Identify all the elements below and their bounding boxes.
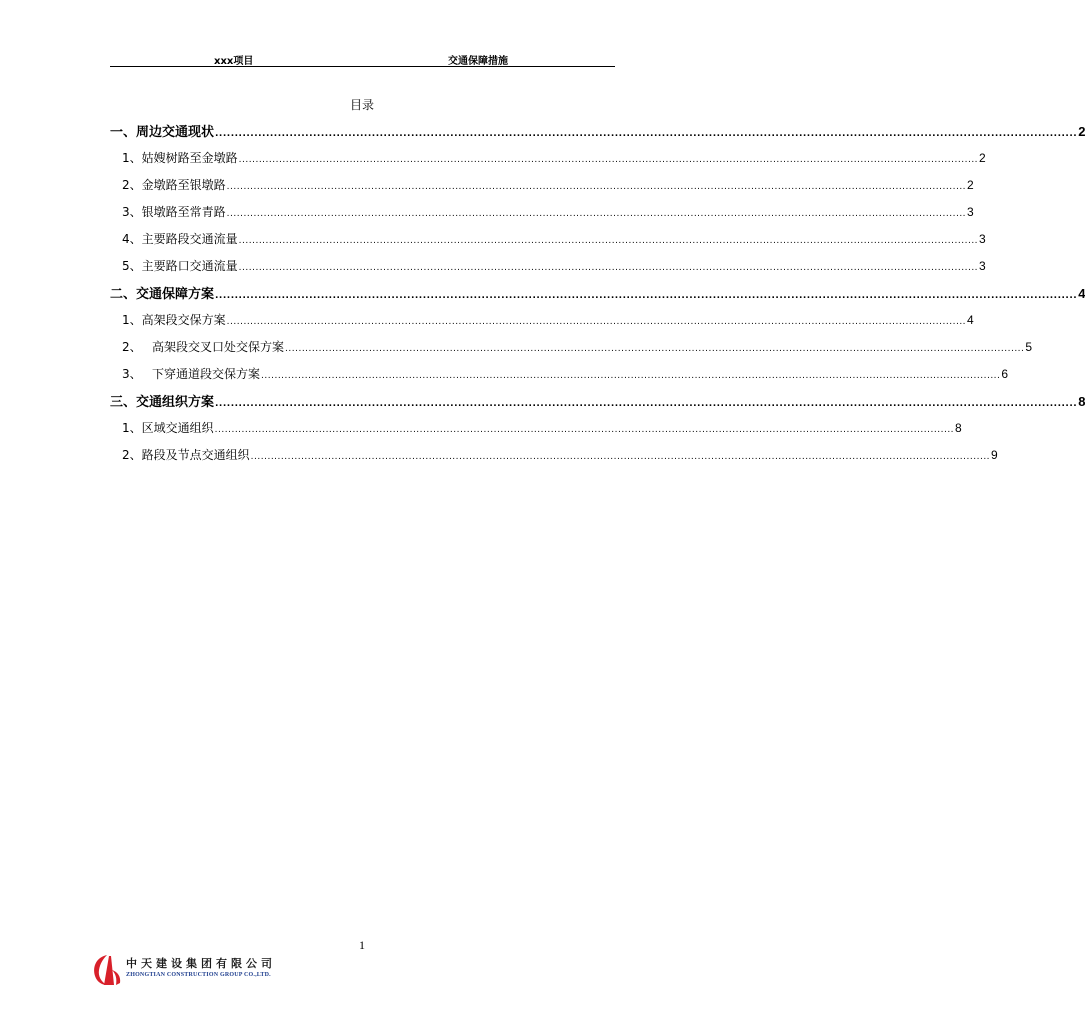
toc-leader: ............................................................................................................................................................................................................................: [226, 209, 967, 219]
toc-entry-page: 6: [1001, 367, 1009, 381]
toc-leader: ............................................................................................................................................................................................................................: [238, 236, 979, 246]
toc-entry-num: 2、: [122, 178, 142, 192]
toc-entry-num: 1、: [122, 421, 142, 435]
toc-entry-2-3[interactable]: [110, 361, 1009, 388]
toc-entry-num: 2、: [122, 340, 142, 354]
toc-entry-label: 主要路口交通流量: [141, 259, 238, 273]
toc-entry-num: 1、: [122, 313, 142, 327]
toc-entry-page: 2: [1078, 124, 1085, 139]
toc-entry-page: 4: [967, 313, 974, 327]
toc-entry-3-2[interactable]: [110, 442, 998, 469]
toc-entry-page: 2: [967, 178, 974, 192]
toc-entry-label: 姑嫂树路至金墩路: [141, 151, 238, 165]
toc-leader: ............................................................................................................................................................................................................................: [214, 425, 955, 435]
toc-entry-page: 3: [979, 259, 986, 273]
toc-entry-page: 2: [979, 151, 986, 165]
toc-entry-label: 主要路段交通流量: [141, 232, 238, 246]
toc-entry-1-3[interactable]: [110, 199, 974, 226]
toc-entry-page: 4: [1078, 286, 1085, 301]
toc-entry-1-2[interactable]: [110, 172, 974, 199]
toc-entry-1-5[interactable]: [110, 253, 986, 280]
toc-leader: ............................................................................................................................................................................................................................: [226, 182, 967, 192]
toc-entry-label: 二、交通保障方案: [110, 287, 215, 302]
company-logo: [90, 952, 290, 988]
company-name-en: ZHONGTIAN CONSTRUCTION GROUP CO.,LTD.: [126, 972, 271, 978]
toc-leader: ............................................................................................................................................................................................................................: [238, 263, 979, 273]
toc-entry-label: 金墩路至银墩路: [141, 178, 226, 192]
toc-leader: ............................................................................................................................................................................................................................: [215, 291, 1078, 301]
toc-entry-num: 3、: [122, 205, 142, 219]
toc-leader: ............................................................................................................................................................................................................................: [215, 129, 1078, 139]
toc-entry-num: 5、: [122, 259, 142, 273]
toc-entry-1-1[interactable]: [110, 145, 986, 172]
toc-entry-2-1[interactable]: [110, 307, 974, 334]
toc-leader: ............................................................................................................................................................................................................................: [226, 317, 967, 327]
header-project: xxx项目: [214, 56, 254, 67]
toc-entry-label: 高架段交叉口处交保方案: [152, 340, 285, 354]
toc-entry-label: 路段及节点交通组织: [141, 448, 250, 462]
table-of-contents: [110, 118, 1085, 469]
toc-title: 目录: [349, 98, 374, 112]
toc-entry-3-1[interactable]: [110, 415, 962, 442]
toc-entry-page: 8: [955, 421, 962, 435]
toc-entry-2[interactable]: [110, 280, 1085, 307]
toc-entry-1-4[interactable]: [110, 226, 986, 253]
toc-entry-label: 下穿通道段交保方案: [152, 367, 261, 381]
toc-entry-num: 3、: [122, 367, 142, 381]
toc-entry-page: 8: [1078, 394, 1085, 409]
toc-entry-num: 4、: [122, 232, 142, 246]
toc-entry-2-2[interactable]: [110, 334, 1033, 361]
page-number: 1: [359, 938, 365, 952]
toc-entry-num: 1、: [122, 151, 142, 165]
toc-entry-num: 2、: [122, 448, 142, 462]
zhongtian-logo-icon: [90, 952, 124, 986]
toc-entry-label: 高架段交保方案: [141, 313, 226, 327]
header-section: 交通保障措施: [448, 56, 508, 67]
toc-entry-3[interactable]: [110, 388, 1085, 415]
toc-entry-label: 三、交通组织方案: [110, 395, 215, 410]
toc-entry-page: 5: [1025, 340, 1033, 354]
toc-entry-page: 3: [979, 232, 986, 246]
company-name-cn: 中天建设集团有限公司: [126, 957, 276, 970]
toc-leader: ............................................................................................................................................................................................................................: [261, 371, 1001, 381]
toc-leader: ............................................................................................................................................................................................................................: [250, 452, 991, 462]
toc-leader: ............................................................................................................................................................................................................................: [215, 399, 1078, 409]
toc-entry-label: 区域交通组织: [141, 421, 214, 435]
toc-entry-1[interactable]: [110, 118, 1085, 145]
toc-entry-page: 9: [991, 448, 998, 462]
toc-leader: ............................................................................................................................................................................................................................: [238, 155, 979, 165]
toc-entry-label: 银墩路至常青路: [141, 205, 226, 219]
toc-entry-label: 一、周边交通现状: [110, 125, 215, 140]
toc-leader: ............................................................................................................................................................................................................................: [285, 344, 1025, 354]
toc-entry-page: 3: [967, 205, 974, 219]
page-header: [110, 48, 615, 67]
